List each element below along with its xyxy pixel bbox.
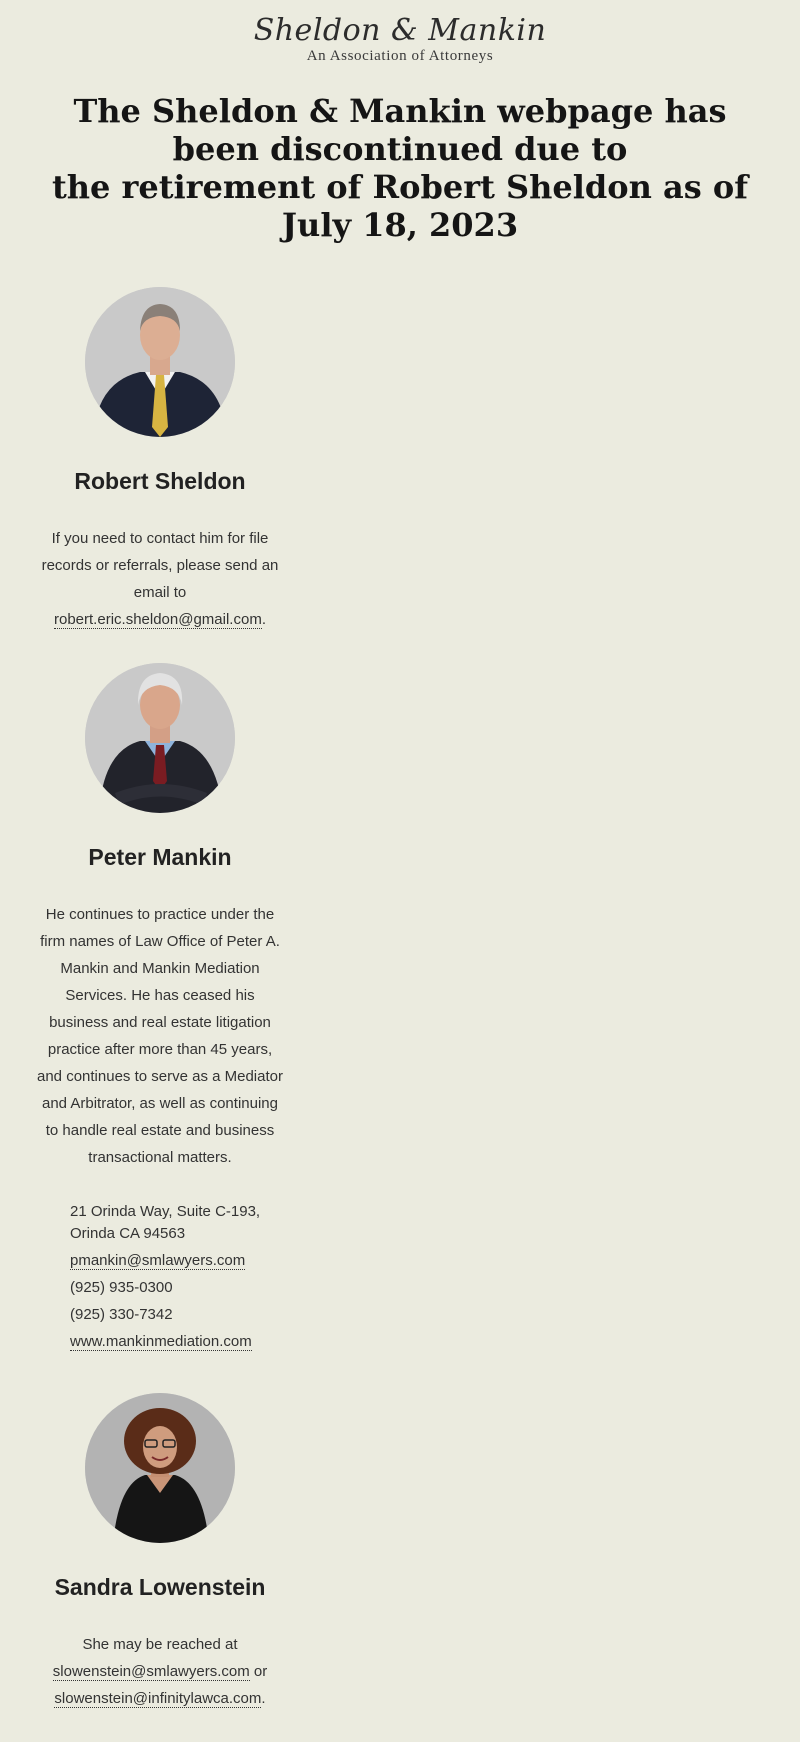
peter-address: 21 Orinda Way, Suite C-193, Orinda CA 94563 [70,1203,261,1242]
person-name-sandra: Sandra Lowenstein [54,1574,266,1600]
page-title-line-1: The Sheldon & Mankin webpage has been discontinued due to [73,92,727,168]
avatar-robert-sheldon [85,287,235,437]
person-bio-robert [40,525,280,633]
avatar-sandra-lowenstein [85,1393,235,1543]
person-card-robert [30,287,290,633]
sandra-contact-or: or [249,1663,268,1680]
peter-contact-block [70,1201,290,1353]
person-name-peter: Peter Mankin [88,844,232,870]
portrait-sandra-icon [85,1393,235,1543]
person-bio-peter: He continues to practice under the firm names of Law Office of Peter A. Mankin and Mankin Mediation Services. He has ceased his business and real estate litigation practice after more than 45 years, and continues to serve as a Mediator and Arbitrator, as well as continuing to handle real estate and business transactional matters. [37,906,283,1166]
logo-tagline: An Association of Attorneys [306,48,494,64]
peter-phone-2: (925) 330-7342 [70,1306,173,1323]
robert-email-link[interactable]: robert.eric.sheldon@gmail.com [54,611,262,628]
sandra-email-link-2[interactable]: slowenstein@infinitylawca.com [54,1690,262,1707]
page-title [30,92,770,244]
person-card-sandra [30,1393,290,1712]
sandra-email-link-1[interactable]: slowenstein@smlawyers.com [52,1663,250,1680]
person-name-robert: Robert Sheldon [74,468,246,494]
site-logo[interactable] [0,14,800,64]
peter-website-link[interactable]: www.mankinmediation.com [70,1333,252,1350]
peter-email-link[interactable]: pmankin@smlawyers.com [70,1252,246,1269]
robert-contact-text: If you need to contact him for file records or referrals, please send an email to [41,530,279,601]
robert-contact-period: . [261,611,266,628]
page-title-line-2: the retirement of Robert Sheldon as of July 18, 2023 [51,168,749,244]
sandra-contact-text: She may be reached at [82,1636,238,1653]
avatar-peter-mankin [85,663,235,813]
person-card-peter [30,663,290,1358]
peter-phone-1: (925) 935-0300 [70,1279,173,1296]
sandra-contact-period: . [261,1690,266,1707]
logo-wordmark: Sheldon & Mankin [253,13,547,48]
portrait-robert-icon [85,287,235,437]
portrait-peter-icon [85,663,235,813]
person-bio-sandra [40,1631,280,1712]
